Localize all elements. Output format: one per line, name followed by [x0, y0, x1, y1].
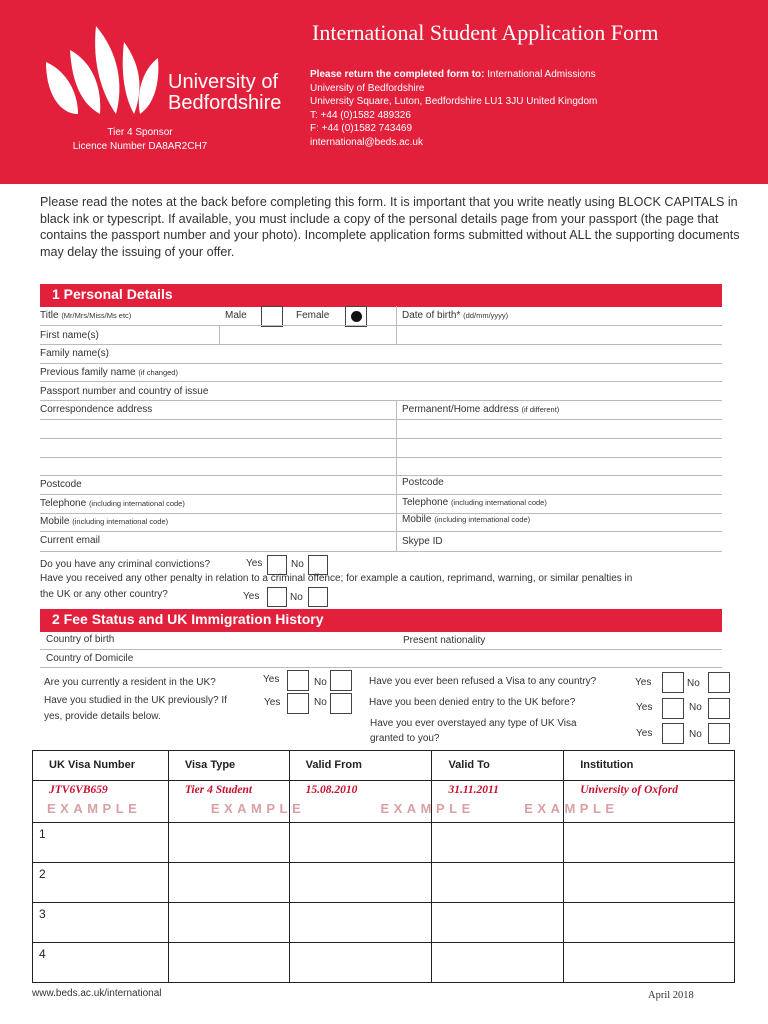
- row-number-cell[interactable]: [33, 863, 169, 903]
- first-name-label: First name(s): [40, 330, 99, 341]
- overstayed-yes-checkbox[interactable]: [662, 723, 684, 744]
- row-number: 2: [39, 867, 46, 881]
- visa-type-cell[interactable]: [168, 903, 289, 943]
- example-visa-type: Tier 4 Student: [184, 784, 253, 796]
- male-checkbox[interactable]: [261, 306, 283, 327]
- penalty-yes-checkbox[interactable]: [267, 587, 287, 607]
- refused-question: Have you ever been refused a Visa to any country?: [369, 676, 597, 687]
- no-label: No: [290, 592, 303, 603]
- example-watermark: EXAMPLE: [380, 801, 475, 816]
- visa-type-cell[interactable]: [168, 863, 289, 903]
- title-label: [40, 310, 131, 321]
- telephone-label: [40, 498, 185, 509]
- row-divider: [40, 551, 722, 552]
- row-number-cell[interactable]: [33, 903, 169, 943]
- male-label: Male: [225, 310, 247, 321]
- university-logo-icon: [42, 24, 162, 116]
- no-label: No: [687, 678, 700, 689]
- example-cell: [168, 781, 306, 823]
- row-number: 4: [39, 947, 46, 961]
- female-checkbox[interactable]: [345, 306, 367, 327]
- criminal-question: Do you have any criminal convictions?: [40, 559, 211, 570]
- example-valid-from: 15.08.2010: [305, 784, 358, 796]
- telephone-hint: (including international code): [88, 499, 185, 508]
- refused-no-checkbox[interactable]: [708, 672, 730, 693]
- telephone-text: Telephone: [40, 498, 87, 509]
- return-dept: International Admissions: [487, 69, 596, 80]
- row-divider: [40, 419, 722, 420]
- form-title: International Student Application Form: [312, 20, 659, 45]
- yes-label: Yes: [636, 702, 653, 713]
- example-watermark: EXAMPLE: [210, 801, 306, 816]
- telephone-label-2: [402, 497, 547, 508]
- denied-yes-checkbox[interactable]: [662, 698, 684, 719]
- row-divider: [40, 325, 722, 326]
- row-number-cell[interactable]: [33, 823, 169, 863]
- no-label: No: [689, 729, 702, 740]
- footer-url: www.beds.ac.uk/international: [32, 988, 162, 999]
- table-row: [33, 863, 735, 903]
- visa-history-table: [32, 750, 735, 983]
- mobile-text-2: Mobile: [402, 514, 432, 525]
- header-valid-to: Valid To: [432, 751, 564, 781]
- row-divider: [40, 400, 722, 401]
- country-of-birth-label: Country of birth: [46, 634, 115, 645]
- return-label: Please return the completed form to:: [310, 69, 485, 80]
- valid-from-cell[interactable]: [289, 903, 432, 943]
- dob-hint: (dd/mm/yyyy): [463, 311, 509, 320]
- row-divider: [40, 438, 722, 439]
- penalty-question-line2: the UK or any other country?: [40, 589, 168, 600]
- permanent-address-label: [402, 404, 559, 415]
- institution-cell[interactable]: [564, 863, 735, 903]
- row-divider: [40, 531, 722, 532]
- table-header-row: [33, 751, 735, 781]
- studied-question-line1: Have you studied in the UK previously? If: [44, 695, 227, 706]
- university-name-line1: University of: [168, 71, 279, 93]
- telephone-hint-2: (including international code): [450, 498, 547, 507]
- no-label: No: [314, 697, 327, 708]
- passport-label: Passport number and country of issue: [40, 386, 209, 397]
- denied-no-checkbox[interactable]: [708, 698, 730, 719]
- sponsor-info: [40, 126, 240, 154]
- row-divider: [40, 513, 722, 514]
- example-row: [33, 781, 735, 823]
- row-divider: [40, 344, 722, 345]
- correspondence-address-label: Correspondence address: [40, 404, 153, 415]
- criminal-yes-checkbox[interactable]: [267, 555, 287, 575]
- domicile-label: Country of Domicile: [46, 653, 134, 664]
- example-watermark: EXAMPLE: [47, 801, 142, 816]
- resident-yes-checkbox[interactable]: [287, 670, 309, 691]
- column-divider: [396, 400, 397, 552]
- example-watermark: EXAMPLE: [524, 801, 619, 816]
- yes-label: Yes: [243, 591, 260, 602]
- email-label: Current email: [40, 535, 101, 546]
- dob-label-text: Date of birth*: [402, 310, 461, 321]
- previous-family-name-label: [40, 367, 178, 378]
- example-valid-to: 31.11.2011: [448, 784, 499, 796]
- row-divider: [40, 667, 722, 668]
- title-label-text: Title: [40, 310, 59, 321]
- studied-no-checkbox[interactable]: [330, 693, 352, 714]
- valid-to-cell[interactable]: [432, 903, 564, 943]
- intro-text: Please read the notes at the back before completing this form. It is important that you write neatly using BLOCK CAPITALS in black ink or typescript. If available, you must include a copy of the personal details page from your passport (the page that contains the passport number and your photo). Incomplete application forms submitted without ALL the supporting documents may delay the issuing of your offer.: [40, 195, 740, 259]
- skype-label: Skype ID: [402, 536, 443, 547]
- denied-question: Have you been denied entry to the UK before?: [369, 697, 576, 708]
- institution-cell[interactable]: [564, 823, 735, 863]
- mobile-hint-2: (including international code): [434, 515, 531, 524]
- penalty-question-line1: Have you received any other penalty in relation to a criminal offence; for example a caution, reprimand, warning, or similar penalties in: [40, 573, 633, 584]
- overstayed-question-line2: granted to you?: [370, 733, 440, 744]
- valid-to-cell[interactable]: [432, 823, 564, 863]
- valid-from-cell[interactable]: [289, 863, 432, 903]
- overstayed-question-line1: Have you ever overstayed any type of UK Visa: [370, 718, 577, 729]
- permanent-address-text: Permanent/Home address: [402, 404, 519, 415]
- mobile-text: Mobile: [40, 516, 70, 527]
- refused-yes-checkbox[interactable]: [662, 672, 684, 693]
- row-divider: [40, 475, 722, 476]
- table-row: [33, 823, 735, 863]
- telephone-text-2: Telephone: [402, 497, 449, 508]
- previous-family-name-text: Previous family name: [40, 367, 136, 378]
- table-row: [33, 903, 735, 943]
- female-label: Female: [296, 310, 330, 321]
- family-name-label: Family name(s): [40, 348, 109, 359]
- nationality-label: Present nationality: [403, 635, 486, 646]
- dob-label: [402, 310, 508, 321]
- penalty-no-checkbox[interactable]: [308, 587, 328, 607]
- yes-label: Yes: [636, 728, 653, 739]
- institution-cell[interactable]: [564, 943, 735, 983]
- resident-question: Are you currently a resident in the UK?: [44, 677, 216, 688]
- row-divider: [40, 363, 722, 364]
- valid-from-cell[interactable]: [289, 943, 432, 983]
- visa-type-cell[interactable]: [168, 823, 289, 863]
- valid-to-cell[interactable]: [432, 943, 564, 983]
- column-divider: [219, 325, 220, 344]
- valid-from-cell[interactable]: [289, 823, 432, 863]
- postcode-label: Postcode: [40, 479, 82, 490]
- mobile-label: [40, 516, 168, 527]
- header-visa-type: Visa Type: [168, 751, 289, 781]
- yes-label: Yes: [263, 674, 280, 685]
- licence-number: Licence Number DA8AR2CH7: [72, 141, 208, 152]
- example-cell: [524, 781, 735, 823]
- no-label: No: [689, 702, 702, 713]
- visa-type-cell[interactable]: [168, 943, 289, 983]
- row-divider: [40, 381, 722, 382]
- institution-cell[interactable]: [564, 903, 735, 943]
- postcode-label-2: Postcode: [402, 477, 444, 488]
- permanent-hint: (if different): [521, 405, 560, 414]
- valid-to-cell[interactable]: [432, 863, 564, 903]
- telephone-line: T: +44 (0)1582 489326: [310, 109, 411, 121]
- row-divider: [40, 649, 722, 650]
- university-name: [168, 72, 281, 114]
- no-label: No: [291, 559, 304, 570]
- table-row: [33, 943, 735, 983]
- return-address: [310, 68, 597, 149]
- row-number: 1: [39, 827, 46, 841]
- studied-question-line2: yes, provide details below.: [44, 711, 161, 722]
- title-hint: (Mr/Mrs/Miss/Ms etc): [61, 311, 132, 320]
- yes-label: Yes: [246, 558, 263, 569]
- previous-hint: (if changed): [138, 368, 178, 377]
- filled-dot-icon: [351, 311, 362, 322]
- yes-label: Yes: [635, 677, 652, 688]
- header-uk-visa-number: UK Visa Number: [33, 751, 169, 781]
- row-divider: [40, 457, 722, 458]
- mobile-label-2: [402, 514, 530, 525]
- row-divider: [40, 494, 722, 495]
- criminal-no-checkbox[interactable]: [308, 555, 328, 575]
- row-number-cell[interactable]: [33, 943, 169, 983]
- address-line: University of Bedfordshire: [310, 82, 425, 94]
- email-line: international@beds.ac.uk: [310, 136, 423, 148]
- example-institution: University of Oxford: [580, 784, 678, 796]
- studied-yes-checkbox[interactable]: [287, 693, 309, 714]
- header-valid-from: Valid From: [289, 751, 432, 781]
- header-banner: [0, 0, 768, 184]
- yes-label: Yes: [264, 697, 281, 708]
- section-fee-status-header: 2 Fee Status and UK Immigration History: [40, 609, 722, 632]
- example-visa-number: JTV6VB659: [49, 784, 108, 796]
- row-number: 3: [39, 907, 46, 921]
- no-label: No: [314, 677, 327, 688]
- mobile-hint: (including international code): [72, 517, 169, 526]
- university-name-line2: Bedfordshire: [168, 92, 282, 114]
- sponsor-line: Tier 4 Sponsor: [107, 127, 173, 138]
- section-personal-details-header: 1 Personal Details: [40, 284, 722, 307]
- address-line: University Square, Luton, Bedfordshire LU1 3JU United Kingdom: [310, 96, 598, 107]
- overstayed-no-checkbox[interactable]: [708, 723, 730, 744]
- resident-no-checkbox[interactable]: [330, 670, 352, 691]
- example-cell: [33, 781, 169, 823]
- footer-date: April 2018: [648, 990, 694, 1001]
- header-institution: Institution: [564, 751, 735, 781]
- fax-line: F: +44 (0)1582 743469: [310, 123, 413, 134]
